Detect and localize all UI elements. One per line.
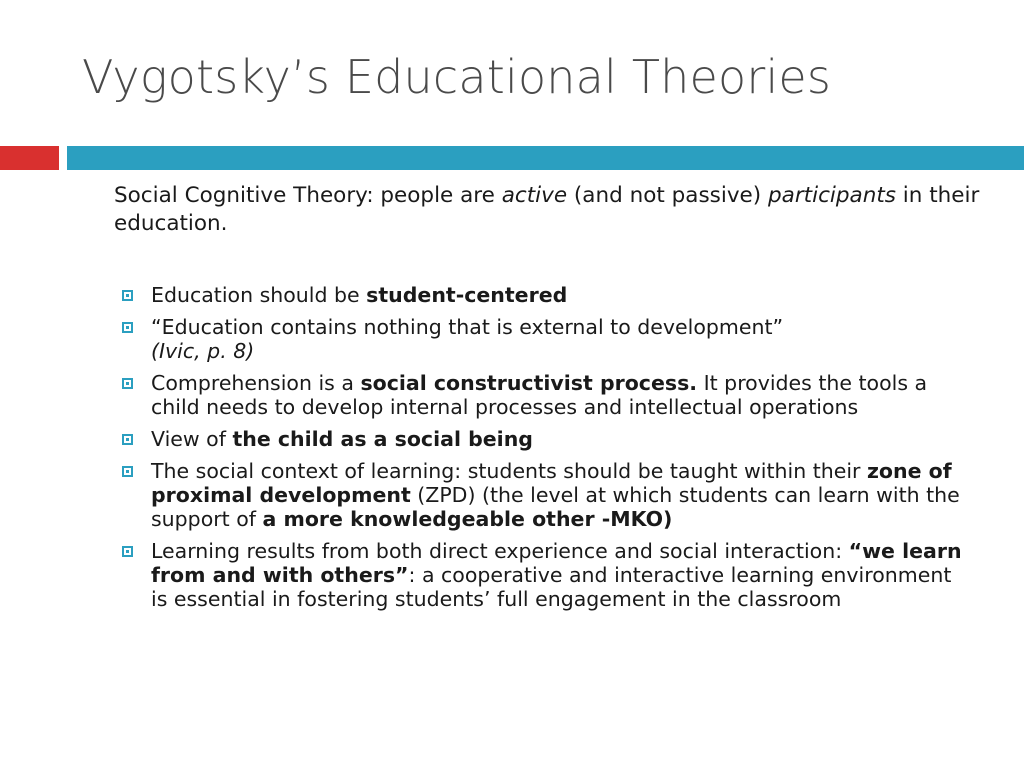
square-bullet-icon: [122, 434, 133, 445]
intro-paragraph: [114, 182, 994, 238]
bullet-item: The social context of learning: students should be taught within their zone of proximal development (ZPD) (the level at which students can learn with the support of a more knowledgeable other -MKO): [120, 459, 970, 531]
intro-lead: Social Cognitive Theory: people are: [114, 183, 502, 208]
intro-participants: participants: [768, 183, 896, 208]
square-bullet-icon: [122, 290, 133, 301]
bullet-item: Comprehension is a social constructivist process. It provides the tools a child needs to develop internal processes and intellectual operations: [120, 371, 970, 419]
square-bullet-icon: [122, 546, 133, 557]
accent-bar-red: [0, 146, 59, 170]
intro-end: in their education.: [114, 183, 980, 236]
bullet-item: View of the child as a social being: [120, 427, 970, 451]
square-bullet-icon: [122, 378, 133, 389]
bullet-item: “Education contains nothing that is external to development” (Ivic, p. 8): [120, 315, 970, 363]
intro-active: active: [501, 183, 568, 208]
square-bullet-icon: [122, 466, 133, 477]
intro-middle: (and not passive): [567, 183, 769, 208]
bullet-list: [120, 283, 970, 619]
bullet-item: Learning results from both direct experience and social interaction: “we learn from and with others”: a cooperative and interactive learning environment is essential in fostering students’ full engagement in the classroom: [120, 539, 970, 611]
bullet-item: Education should be student-centered: [120, 283, 970, 307]
slide-title: Vygotsky’s Educational Theories: [82, 50, 832, 104]
accent-bar-teal: [67, 146, 1024, 170]
square-bullet-icon: [122, 322, 133, 333]
